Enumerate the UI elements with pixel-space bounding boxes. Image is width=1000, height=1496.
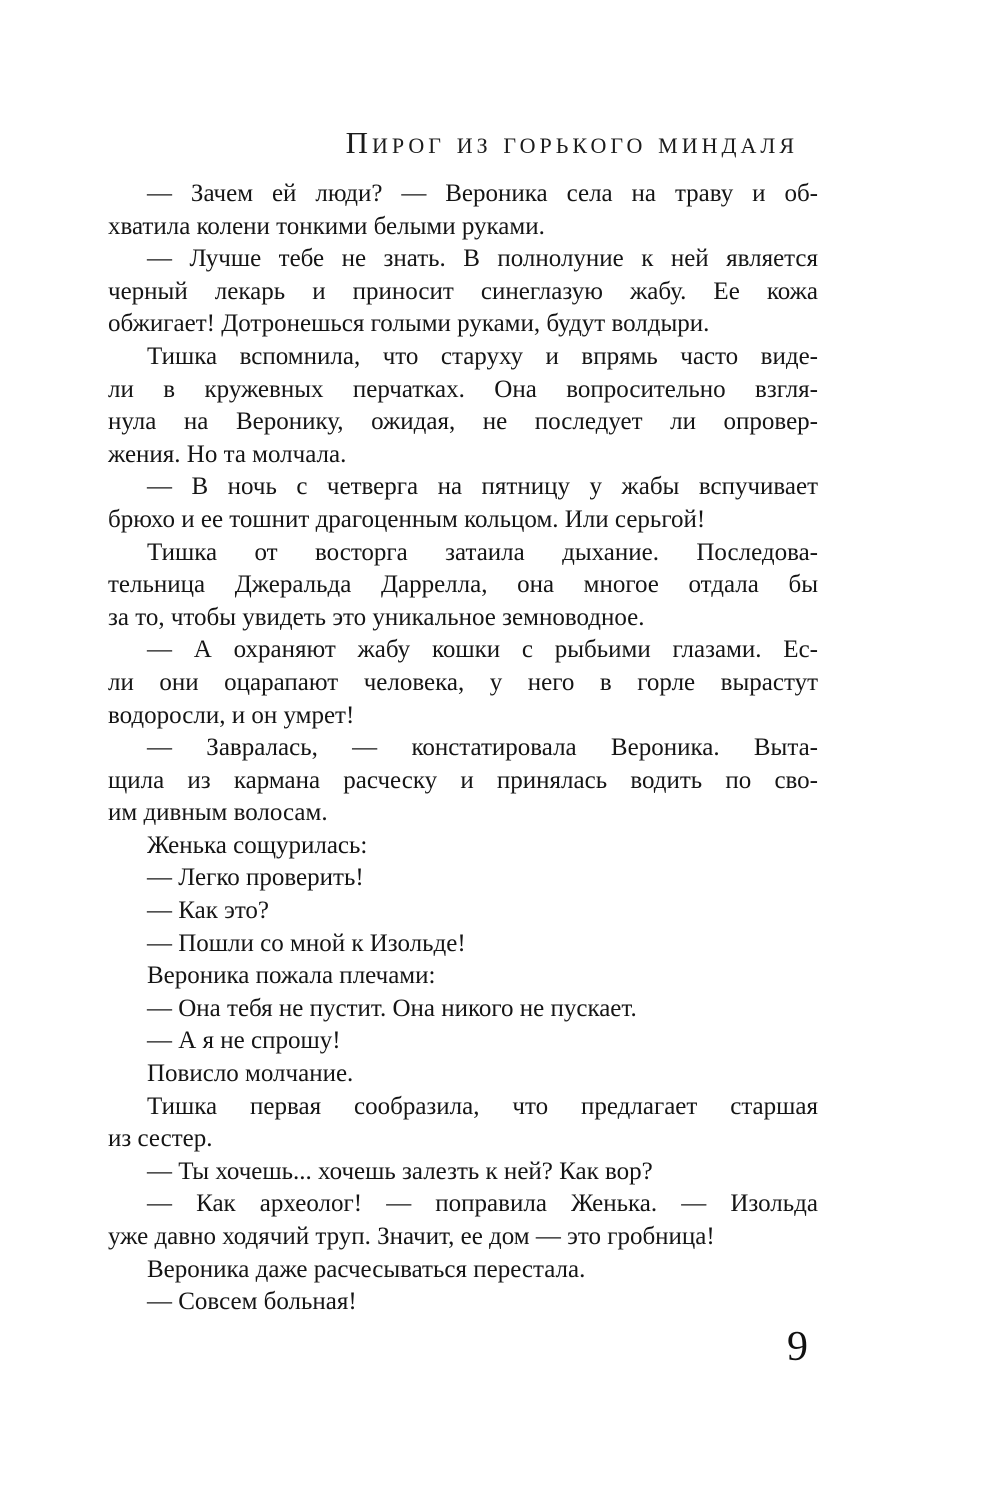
text-line: — Совсем больная! (147, 1288, 357, 1316)
running-head: Пирог из горького миндаля (345, 125, 798, 160)
text-line: Тишка вспомнила, что старуху и впрямь часто виде- (147, 342, 818, 370)
paragraph (108, 1188, 818, 1253)
text-line: обжигает! Дотронешься голыми руками, будут волдыри. (108, 310, 710, 338)
text-line: — Как археолог! — поправила Женька. — Изольда (147, 1190, 818, 1218)
text-line: тельница Джеральда Даррелла, она многое отдала бы (108, 571, 818, 599)
text-line: — В ночь с четверга на пятницу у жабы вспучивает (147, 473, 818, 501)
paragraph (108, 732, 818, 830)
text-line: Вероника пожала плечами: (147, 962, 436, 990)
paragraph (108, 341, 818, 471)
paragraph (108, 471, 818, 536)
page-number: 9 (787, 1324, 808, 1370)
paragraph (108, 895, 818, 928)
text-line: ли они оцарапают человека, у него в горле вырастут (108, 668, 818, 696)
paragraph (108, 1286, 818, 1319)
text-line: им дивным волосам. (108, 799, 328, 827)
text-line: Повисло молчание. (147, 1060, 354, 1088)
paragraph (108, 1091, 818, 1156)
paragraph (108, 862, 818, 895)
text-line: Тишка первая сообразила, что предлагает старшая (147, 1092, 818, 1120)
text-line: за то, чтобы увидеть это уникальное земноводное. (108, 603, 645, 631)
text-line: — А я не спрошу! (147, 1027, 341, 1055)
text-line: Вероника даже расчесываться перестала. (147, 1255, 586, 1283)
text-line: водоросли, и он умрет! (108, 701, 355, 729)
text-line: — Зачем ей люди? — Вероника села на траву и об- (147, 180, 818, 207)
paragraph (108, 634, 818, 732)
text-line: Тишка от восторга затаила дыхание. Последова- (147, 538, 818, 566)
text-line: уже давно ходячий труп. Значит, ее дом — это гробница! (108, 1223, 715, 1250)
text-line: щила из кармана расческу и принялась водить по сво- (108, 766, 818, 794)
text-line: хватила колени тонкими белыми руками. (108, 212, 545, 240)
text-line: из сестер. (108, 1125, 213, 1153)
text-line: — Лучше тебе не знать. В полнолуние к ней является (147, 245, 818, 273)
text-line: — Ты хочешь... хочешь залезть к ней? Как вор? (147, 1157, 653, 1185)
text-line: — Она тебя не пустит. Она никого не пускает. (147, 994, 637, 1022)
text-line: нула на Веронику, ожидая, не последует ли опровер- (108, 408, 818, 436)
body-text (108, 178, 818, 1319)
paragraph (108, 928, 818, 961)
paragraph (108, 830, 818, 863)
paragraph (108, 1156, 818, 1189)
text-line: Женька сощурилась: (147, 831, 368, 859)
paragraph (108, 1025, 818, 1058)
text-line: — Легко проверить! (147, 864, 364, 892)
text-line: — Пошли со мной к Изольде! (147, 929, 466, 957)
paragraph (108, 1058, 818, 1091)
text-line: — А охраняют жабу кошки с рыбьими глазами. Ес- (147, 636, 818, 664)
paragraph (108, 993, 818, 1026)
text-line: черный лекарь и приносит синеглазую жабу. Ее кожа (108, 277, 818, 305)
text-line: жения. Но та молчала. (108, 440, 347, 468)
paragraph (108, 537, 818, 635)
text-line: ли в кружевных перчатках. Она вопросительно взгля- (108, 375, 818, 403)
paragraph (108, 1254, 818, 1287)
text-line: — Как это? (147, 897, 270, 925)
paragraph (108, 243, 818, 341)
text-line: — Завралась, — констатировала Вероника. Выта- (147, 734, 818, 762)
paragraph (108, 960, 818, 993)
text-line: брюхо и ее тошнит драгоценным кольцом. Или серьгой! (108, 505, 706, 533)
paragraph (108, 178, 818, 243)
